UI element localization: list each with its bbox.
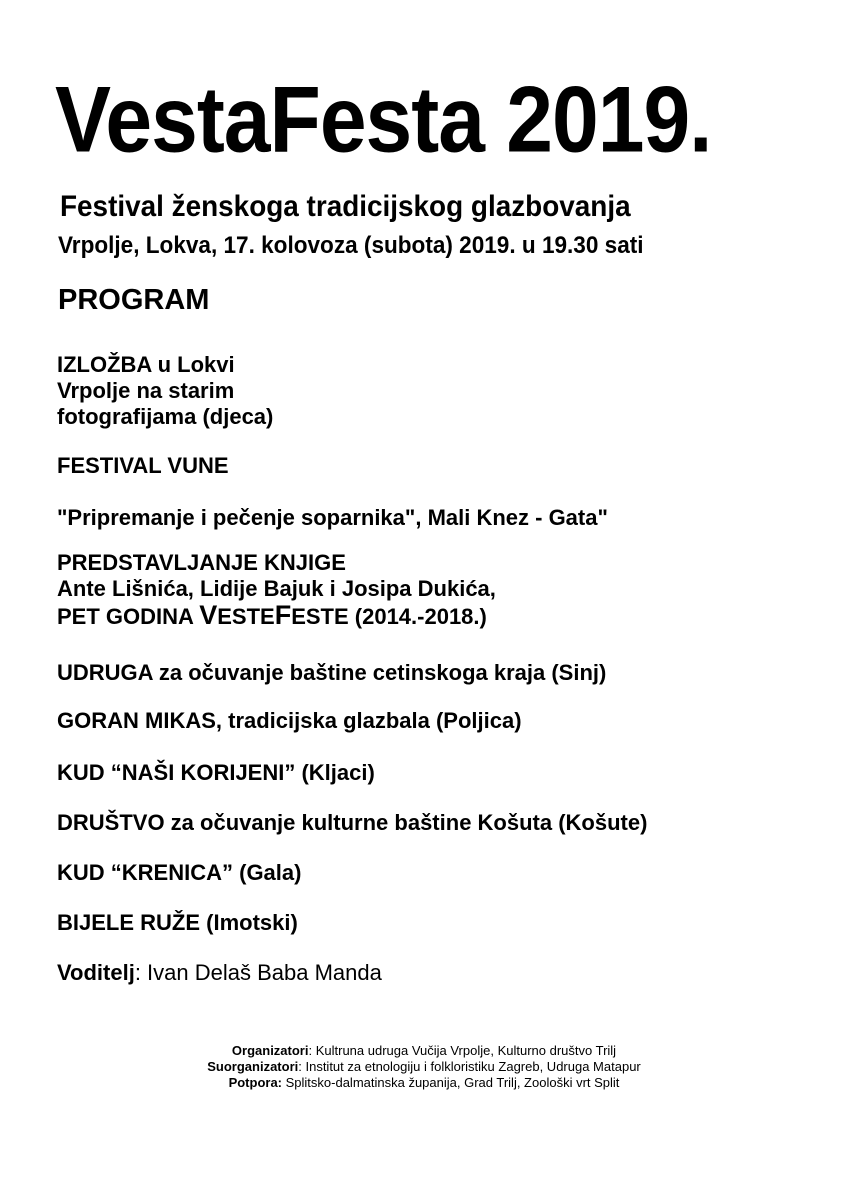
coorganizers-label: Suorganizatori [207,1059,299,1074]
host-value: : Ivan Delaš Baba Manda [134,960,382,985]
organizers-label: Organizatori [231,1043,309,1058]
program-item-udruga: UDRUGA za očuvanje baštine cetinskoga kraja (Sinj) [57,660,607,685]
program-heading: PROGRAM [58,284,210,316]
support-value: Splitsko-dalmatinska županija, Grad Trilj, Zoološki vrt Split [282,1075,620,1090]
izlozba-line-2: Vrpolje na starim [57,378,235,403]
book-initial-f: F [274,600,292,630]
host-label: Voditelj [57,960,135,985]
book-line-1: PREDSTAVLJANJE KNJIGE [57,550,346,575]
page-title: VestaFesta 2019. [55,66,712,172]
credits-organizers [0,1043,848,1059]
credits-coorganizers [0,1059,848,1075]
book-este-1: ESTE [217,604,275,629]
program-item-kud-nasi-korijeni: KUD “NAŠI KORIJENI” (Kljaci) [57,760,375,785]
support-label: Potpora: [228,1075,283,1090]
program-item-bijele-ruze: BIJELE RUŽE (Imotski) [57,910,298,935]
program-item-book-presentation [57,550,496,630]
izlozba-line-3: fotografijama (djeca) [57,404,274,429]
credits [0,1043,848,1091]
program-item-drustvo: DRUŠTVO za očuvanje kulturne baštine Košuta (Košute) [57,810,648,835]
book-line-2: Ante Lišnića, Lidije Bajuk i Josipa Dukića, [57,576,496,601]
program-item-soparnik: "Pripremanje i pečenje soparnika", Mali Knez - Gata" [57,505,608,530]
organizers-value: : Kultruna udruga Vučija Vrpolje, Kulturno društvo Trilj [308,1043,617,1058]
book-line-3-suffix: (2014.-2018.) [348,604,487,629]
program-item-izlozba [57,352,273,430]
credits-support [0,1075,848,1091]
book-line-3-prefix: PET GODINA [57,604,200,629]
festival-subtitle: Festival ženskoga tradicijskog glazbovanja [60,190,631,223]
book-este-2: ESTE [291,604,349,629]
program-host [57,960,382,986]
coorganizers-value: : Institut za etnologiju i folkloristiku Zagreb, Udruga Matapur [298,1059,641,1074]
event-dateline: Vrpolje, Lokva, 17. kolovoza (subota) 2019. u 19.30 sati [58,232,644,259]
izlozba-line-1: IZLOŽBA u Lokvi [57,352,235,377]
program-item-goran-mikas: GORAN MIKAS, tradicijska glazbala (Poljica) [57,708,522,733]
program-item-festival-vune: FESTIVAL VUNE [57,453,229,478]
book-initial-v: V [199,600,218,630]
book-line-3 [57,602,496,630]
program-item-kud-krenica: KUD “KRENICA” (Gala) [57,860,302,885]
